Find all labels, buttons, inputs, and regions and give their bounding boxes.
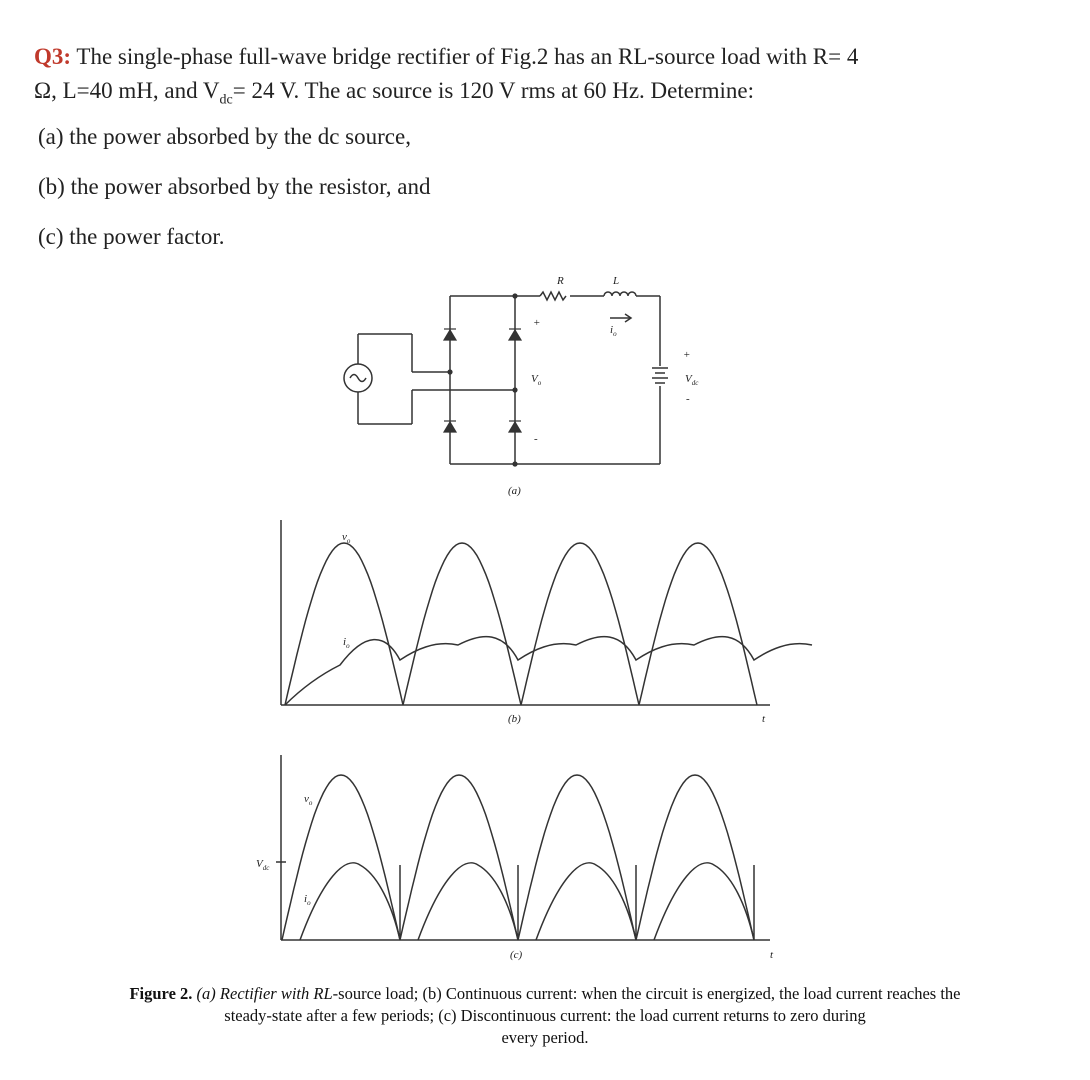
panel-label-b: (b) (508, 713, 521, 725)
figure-caption (40, 983, 1050, 1049)
label-minus-vo: - (534, 433, 538, 445)
node-dot (448, 370, 452, 374)
part-c: (c) the power factor. (38, 224, 225, 249)
label-minus-vdc: - (686, 393, 690, 405)
part-a: (a) the power absorbed by the dc source, (38, 124, 411, 149)
label-vo-c: $v_o$ (304, 793, 313, 807)
caption-line-2: steady-state after a few periods; (c) Discontinuous current: the load current returns to zero during (224, 1006, 866, 1025)
node-dot (513, 388, 517, 392)
node-dot (513, 294, 517, 298)
question-line-2b: = 24 V. The ac source is 120 V rms at 60 Hz. Determine: (232, 78, 754, 103)
inductor-icon (604, 292, 636, 296)
panel-label-a: (a) (508, 485, 521, 497)
diode-3-icon (444, 422, 456, 432)
label-io: $i_o$ (610, 324, 617, 338)
label-L: L (613, 275, 620, 287)
diodes (444, 294, 521, 466)
diode-2-icon (509, 330, 521, 340)
resistor-icon (540, 292, 566, 300)
caption-text-a: (a) Rectifier with (192, 984, 314, 1003)
label-R: R (557, 275, 564, 287)
label-t-b: t (762, 713, 766, 725)
label-t-c: t (770, 949, 774, 961)
waveform-panel-b (281, 520, 812, 705)
caption-bold: Figure 2. (129, 984, 193, 1003)
vo-waveform-b (285, 543, 757, 705)
subscript-dc: dc (219, 92, 233, 108)
caption-text-b: -source load; (b) Continuous current: when the circuit is energized, the load current reaches the (332, 984, 961, 1003)
ac-wave-icon (350, 375, 366, 382)
diode-1-icon (444, 330, 456, 340)
question-label: Q3: (34, 44, 72, 69)
waveform-panel-c (276, 755, 770, 940)
bridge-circuit (344, 292, 668, 464)
label-vo-b: $v_o$ (342, 531, 351, 545)
label-vdc-c: $V_{dc}$ (256, 858, 270, 872)
question-line-1: The single-phase full-wave bridge rectifier of Fig.2 has an RL-source load with R= 4 (71, 44, 859, 69)
caption-line-3: every period. (501, 1028, 589, 1047)
caption-rl: RL (313, 984, 333, 1003)
io-waveform-b (285, 637, 812, 705)
node-dot (513, 462, 517, 466)
label-vdc: $V_{dc}$ (685, 373, 699, 387)
label-io-c: $i_o$ (304, 893, 311, 907)
panel-label-c: (c) (510, 949, 523, 961)
label-io-b: $i_o$ (343, 636, 350, 650)
diode-4-icon (509, 422, 521, 432)
label-vo: $V_o$ (531, 373, 542, 387)
part-b: (b) the power absorbed by the resistor, and (38, 174, 431, 199)
question-line-2a: Ω, L=40 mH, and V (34, 78, 220, 103)
label-plus-vo: + (533, 317, 541, 329)
label-plus-vdc: + (683, 349, 691, 361)
